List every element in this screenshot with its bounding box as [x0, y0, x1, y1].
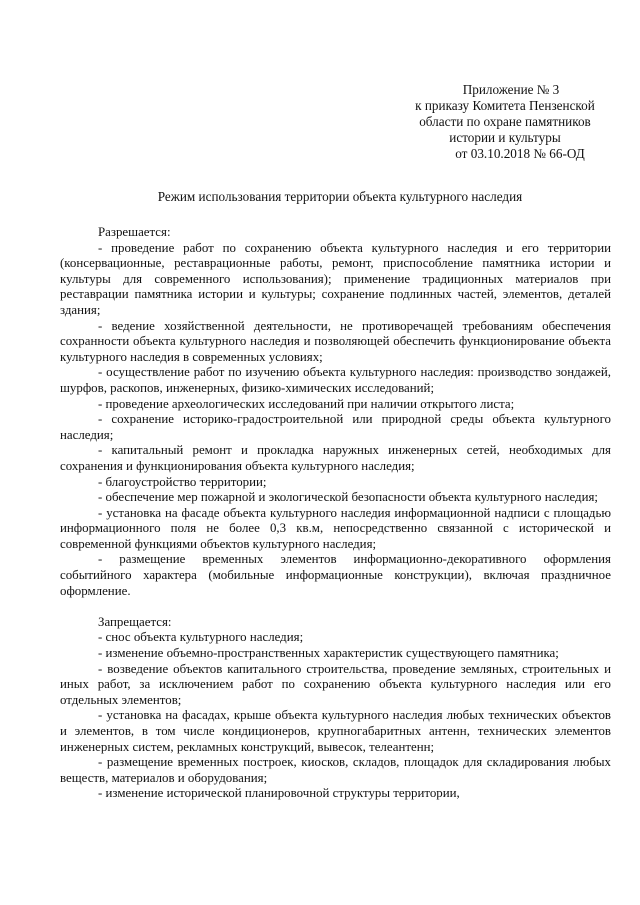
forbidden-item: - размещение временных построек, киосков, складов, площадок для складирования любых веществ, материалов и оборудования; — [60, 755, 611, 785]
forbidden-heading: Запрещается: — [98, 614, 172, 629]
allowed-item: - капитальный ремонт и прокладка наружных инженерных сетей, необходимых для сохранения и функционирования объекта культурного наследия; — [60, 443, 611, 473]
forbidden-item: - изменение объемно-пространственных характеристик существующего памятника; — [98, 646, 559, 661]
document-body — [60, 225, 611, 802]
appendix-line: области по охране памятников — [419, 114, 591, 129]
forbidden-item: - возведение объектов капитального строительства, проведение земляных, строительных и иных работ, за исключением работ по сохранению объекта культурного наследия или его отдельных элементов; — [60, 661, 611, 707]
appendix-line: от 03.10.2018 № 66-ОД — [455, 146, 585, 161]
appendix-line: истории и культуры — [449, 130, 561, 145]
section-gap — [60, 599, 611, 615]
appendix-line: к приказу Комитета Пензенской — [415, 98, 595, 113]
allowed-item: - осуществление работ по изучению объекта культурного наследия: производство зондажей, шурфов, раскопов, инженерных, физико-химических исследований; — [60, 365, 611, 395]
document-title: Режим использования территории объекта культурного наследия — [157, 189, 523, 204]
allowed-item: - сохранение историко-градостроительной или природной среды объекта культурного наследия; — [60, 412, 611, 442]
allowed-item: - размещение временных элементов информационно-декоративного оформления событийного характера (мобильные информационные конструкции), включая праздничное оформление. — [60, 552, 611, 598]
allowed-item: - установка на фасаде объекта культурного наследия информационной надписи с площадью информационного поля не более 0,3 кв.м, непосредственно связанной с исторической и современной функциями объектов культурного наследия; — [60, 505, 611, 551]
appendix-block — [400, 82, 610, 162]
appendix-line: Приложение № 3 — [462, 82, 560, 97]
allowed-item: - проведение работ по сохранению объекта культурного наследия и его территории (консервационные, реставрационные работы, ремонт, приспособление памятника истории и культуры для современного использования); применение традиционных материалов при реставрации памятника истории и культуры; сохранение подлинных частей, элементов, деталей здания; — [60, 240, 611, 317]
allowed-heading: Разрешается: — [98, 225, 171, 239]
allowed-item: - ведение хозяйственной деятельности, не противоречащей требованиям обеспечения сохранности объекта культурного наследия и позволяющей обеспечить функционирование объекта культурного наследия в современных условиях; — [60, 318, 611, 364]
forbidden-item: - изменение исторической планировочной структуры территории, — [98, 786, 460, 801]
forbidden-item: - снос объекта культурного наследия; — [98, 630, 304, 645]
allowed-item: - проведение археологических исследований при наличии открытого листа; — [98, 396, 515, 411]
allowed-item: - благоустройство территории; — [98, 474, 267, 489]
forbidden-item: - установка на фасадах, крыше объекта культурного наследия любых технических объектов и элементов, в том числе кондиционеров, крупногабаритных антенн, технических элементов инженерных систем, рекламных конструкций, вывесок, телеантенн; — [60, 708, 611, 754]
allowed-item: - обеспечение мер пожарной и экологической безопасности объекта культурного наследия; — [98, 490, 599, 505]
